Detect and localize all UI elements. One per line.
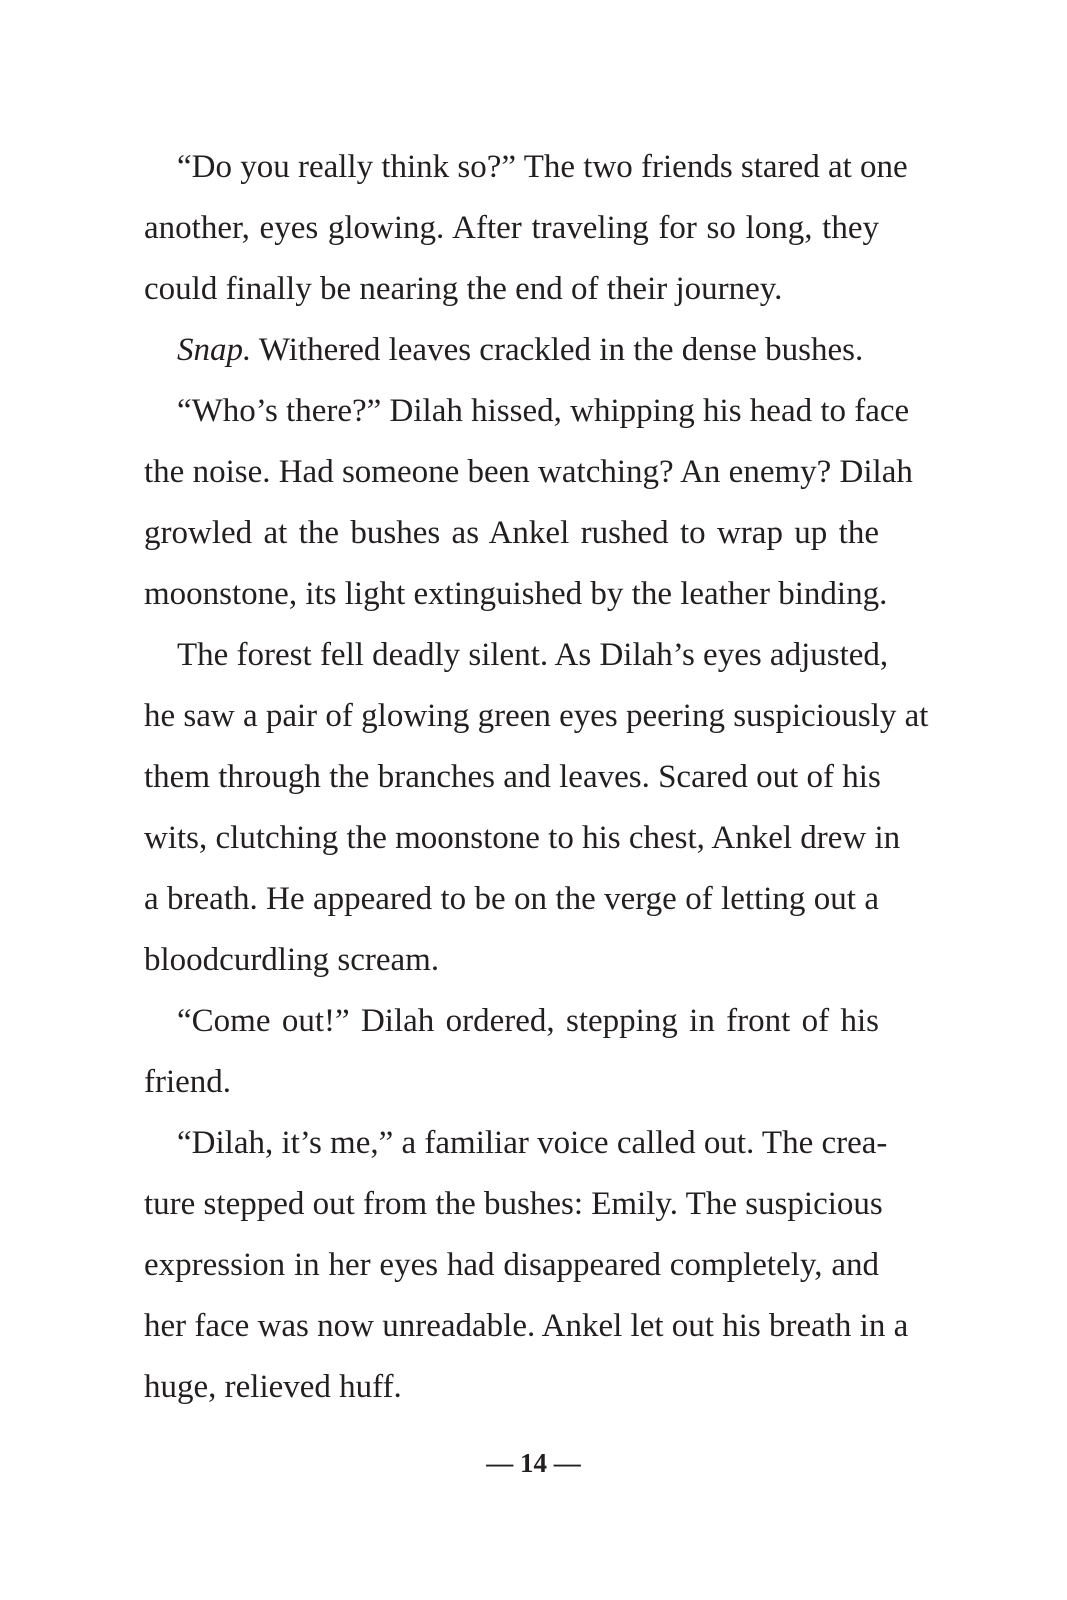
text-line: “Do you really think so?” The two friends stared at one bbox=[177, 149, 908, 185]
text-line: moonstone, its light extinguished by the leather binding. bbox=[144, 576, 888, 612]
text-line: another, eyes glowing. After traveling for so long, they bbox=[144, 210, 879, 246]
text-line: could finally be nearing the end of their journey. bbox=[144, 271, 783, 307]
text-line: expression in her eyes had disappeared completely, and bbox=[144, 1247, 879, 1283]
text-line-snap bbox=[144, 320, 879, 381]
snap-line-text: Withered leaves crackled in the dense bushes. bbox=[258, 332, 864, 368]
text-line: “Who’s there?” Dilah hissed, whipping his head to face bbox=[177, 393, 910, 429]
text-line: “Dilah, it’s me,” a familiar voice called out. The crea- bbox=[177, 1125, 888, 1161]
text-line: huge, relieved huff. bbox=[144, 1369, 402, 1405]
text-line: bloodcurdling scream. bbox=[144, 942, 440, 978]
text-line: a breath. He appeared to be on the verge of letting out a bbox=[144, 881, 879, 917]
text-line: The forest fell deadly silent. As Dilah’s eyes adjusted, bbox=[177, 637, 889, 673]
page-number: — 14 — bbox=[486, 1448, 581, 1478]
text-line: wits, clutching the moonstone to his chest, Ankel drew in bbox=[144, 820, 901, 856]
text-line: them through the branches and leaves. Scared out of his bbox=[144, 759, 881, 795]
text-line: growled at the bushes as Ankel rushed to wrap up the bbox=[144, 515, 879, 551]
text-line: the noise. Had someone been watching? An enemy? Dilah bbox=[144, 454, 913, 490]
text-line: ture stepped out from the bushes: Emily. The suspicious bbox=[144, 1186, 883, 1222]
snap-word: Snap. bbox=[177, 332, 252, 368]
text-line: friend. bbox=[144, 1064, 232, 1100]
text-line: “Come out!” Dilah ordered, stepping in front of his bbox=[177, 1003, 879, 1039]
text-line: her face was now unreadable. Ankel let out his breath in a bbox=[144, 1308, 909, 1344]
book-page-text bbox=[144, 137, 929, 1418]
text-line: he saw a pair of glowing green eyes peering suspiciously at bbox=[144, 698, 929, 734]
